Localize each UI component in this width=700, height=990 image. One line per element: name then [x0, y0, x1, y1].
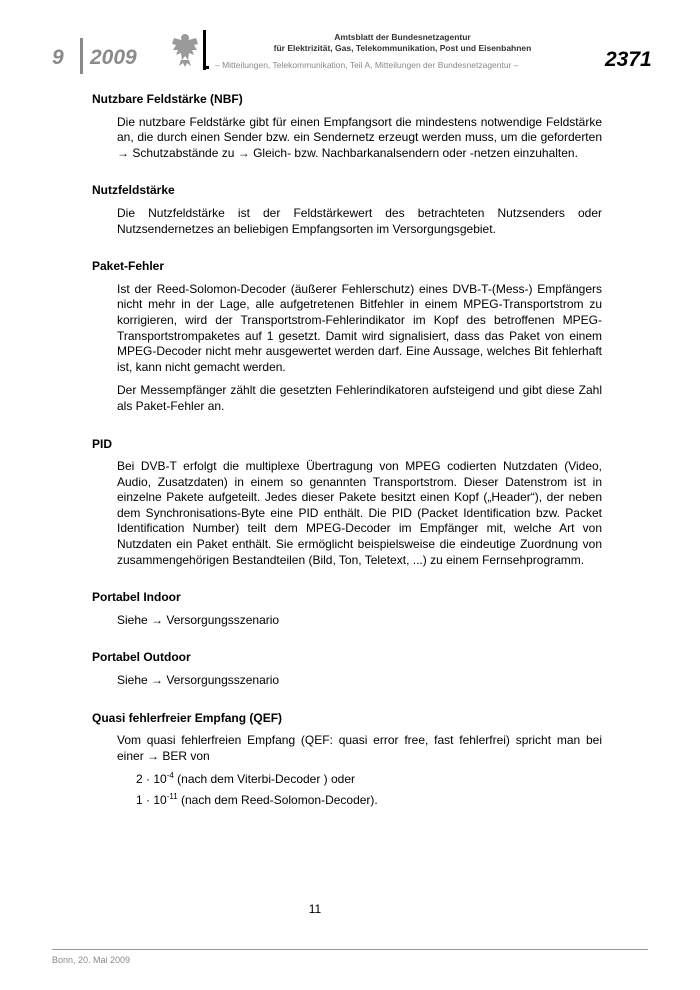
- formula-exponent: -11: [166, 792, 178, 801]
- term-definition: Der Messempfänger zählt die gesetzten Fehlerindikatoren aufsteigend und gibt diese Zahl als Paket-Fehler an.: [117, 383, 602, 413]
- publication-title: Amtsblatt der Bundesnetzagentur: [334, 32, 471, 42]
- federal-eagle-icon: [170, 30, 200, 70]
- ber-formula-reed-solomon: [136, 793, 602, 809]
- formula-note: (nach dem Viterbi-Decoder ) oder: [177, 772, 356, 787]
- term-definition: Die Nutzfeldstärke ist der Feldstärkewert des betrachteten Nutzsenders oder Nutzsendernetzes an beliebigen Empfangsorten im Versorgungsgebiet.: [117, 205, 602, 236]
- term-heading: Portabel Outdoor: [92, 650, 191, 665]
- formula-base: 2 · 10: [136, 772, 167, 787]
- formula-base: 1 · 10: [136, 793, 167, 807]
- ber-formula-viterbi: [136, 772, 602, 788]
- header-divider: [80, 38, 83, 74]
- footer-place-date: Bonn, 20. Mai 2009: [52, 955, 131, 965]
- formula-exponent: -4: [166, 771, 174, 781]
- term-definition: Siehe → Versorgungsszenario: [117, 612, 280, 627]
- issue-number: 9: [52, 46, 64, 69]
- glossary-content: [92, 92, 602, 831]
- page-number-header: 2371: [605, 48, 652, 71]
- glossary-entry-portabel-indoor: [92, 590, 602, 628]
- glossary-entry-qef: [92, 711, 602, 809]
- header-divider-tick: [203, 66, 209, 69]
- page-number-footer: 11: [308, 902, 322, 916]
- term-definition: Bei DVB-T erfolgt die multiplexe Übertragung von MPEG codierten Nutzdaten (Video, Audio, Zusatzdaten) in einem so genannten Transportstrom. Dieser Datenstrom ist in einzelne Pakete aufgeteilt. Jedes dieser Pakete besitzt einen Kopf („Header“), der neben dem Synchronisations-Byte eine PID enthält. Die PID (Packet Identification bzw. Packet Identification Number) teilt dem MPEG-Decoder im Empfänger mit, welche Art von Nutzdaten ein Paket enthält. Sie ermöglicht beispielsweise die eindeutige Zuordnung von zusammengehörigen Bestandteilen (Bild, Ton, Teletext, ...) zu einem Fernsehprogramm.: [117, 459, 602, 567]
- glossary-entry-nbf: [92, 92, 602, 161]
- glossary-entry-portabel-outdoor: [92, 650, 602, 688]
- term-heading: Nutzfeldstärke: [92, 183, 175, 198]
- section-subtitle: – Mitteilungen, Telekommunikation, Teil A, Mitteilungen der Bundesnetzagentur –: [215, 60, 519, 70]
- term-heading: Portabel Indoor: [92, 590, 181, 605]
- term-heading: Nutzbare Feldstärke (NBF): [92, 92, 243, 106]
- term-heading: Paket-Fehler: [92, 259, 165, 274]
- glossary-entry-nutzfeldstaerke: [92, 183, 602, 237]
- glossary-entry-paket-fehler: [92, 259, 602, 414]
- term-definition: Die nutzbare Feldstärke gibt für einen Empfangsort die mindestens notwendige Feldstärke an, die durch einen Sender bzw. ein Sendernetz erzeugt werden muss, um die geforderten → Schutzabstände zu → Gleich- bzw. Nachbarkanalsendern oder -netzen einzuhalten.: [117, 114, 602, 160]
- term-definition: Vom quasi fehlerfreien Empfang (QEF: quasi error free, fast fehlerfrei) spricht man bei einer → BER von: [117, 733, 602, 763]
- term-heading: PID: [92, 436, 113, 451]
- publication-subtitle: für Elektrizität, Gas, Telekommunikation, Post und Eisenbahnen: [273, 43, 532, 53]
- term-definition: Siehe → Versorgungsszenario: [117, 673, 280, 688]
- formula-note: (nach dem Reed-Solomon-Decoder).: [181, 793, 378, 807]
- term-heading: Quasi fehlerfreier Empfang (QEF): [92, 710, 283, 725]
- header-divider-logo: [203, 30, 206, 70]
- term-definition: Ist der Reed-Solomon-Decoder (äußerer Fehlerschutz) eines DVB-T-(Mess-) Empfängers nicht mehr in der Lage, alle aufgetretenen Bitfehler in einem MPEG-Transportstrom zu korrigieren, wird der Transportstrom-Fehlerindikator im Kopf des betroffenen MPEG-Transportstrompaketes auf 1 gesetzt. Damit wird signalisiert, dass das Paket von einem MPEG-Decoder nicht mehr ausgewertet werden darf. Eine Aussage, welches Bit fehlerhaft ist, kann nicht gemacht werden.: [117, 281, 602, 374]
- footer-rule: [52, 949, 648, 950]
- issue-year: 2009: [90, 46, 137, 69]
- glossary-entry-pid: [92, 437, 602, 569]
